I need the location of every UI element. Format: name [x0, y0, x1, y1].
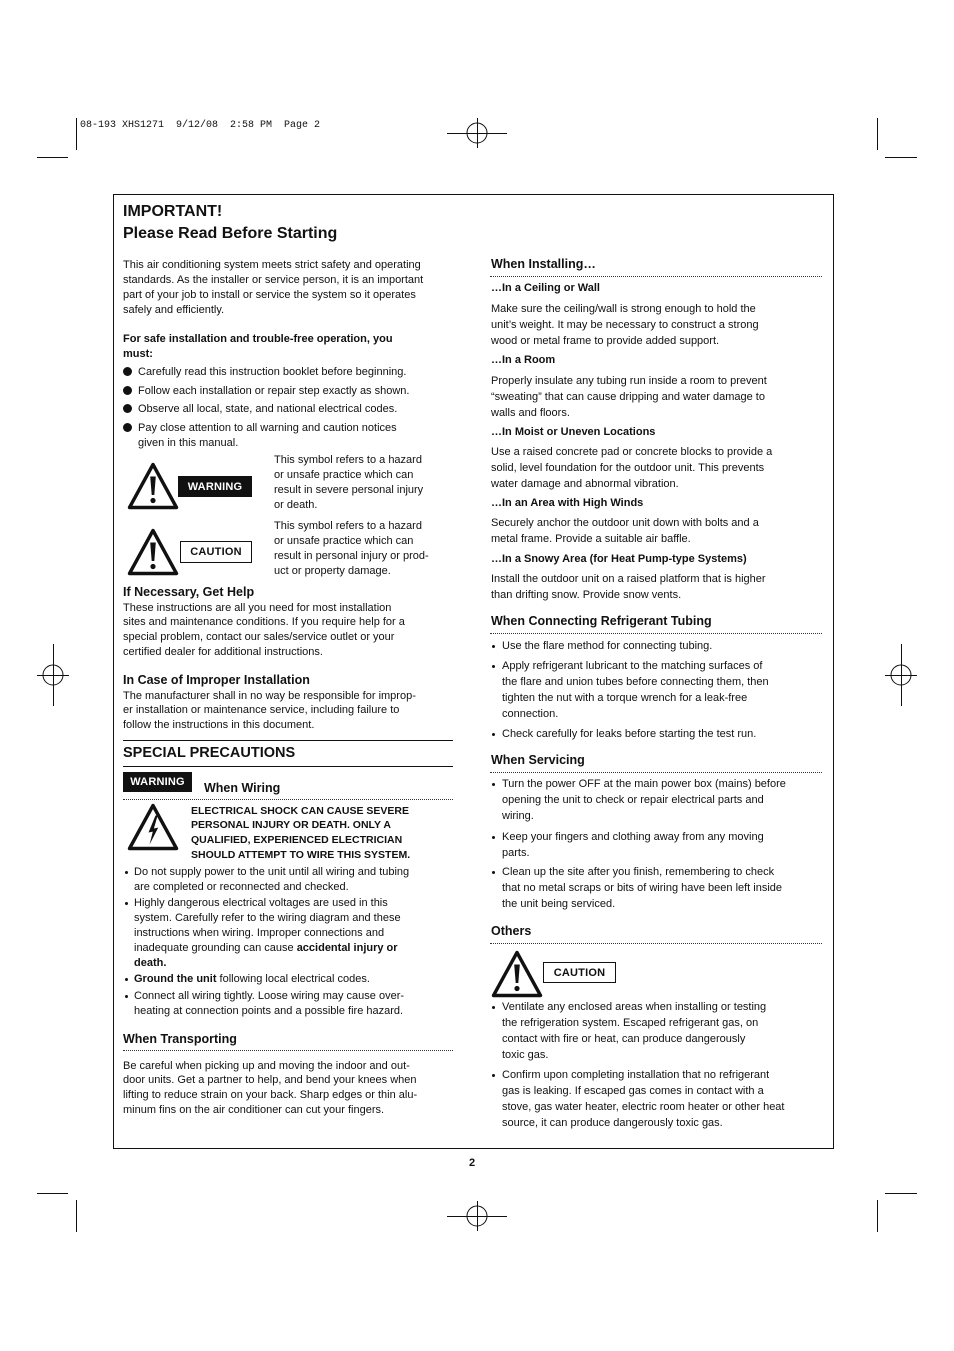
text-line: stove, gas water heater, electric room heater or other heat	[502, 1101, 785, 1113]
tubing-bullet-item	[490, 658, 769, 722]
text-line: solid, level foundation for the outdoor unit. This prevents	[491, 462, 765, 474]
text-line: system. Carefully refer to the wiring diagram and these	[134, 911, 401, 924]
must-bullet-item	[123, 402, 397, 417]
text-line: door units. Get a partner to help, and bend your knees when	[123, 1074, 417, 1087]
wiring-bullet-item	[123, 972, 370, 987]
must-bullet-item	[123, 421, 397, 451]
bullet-dot	[492, 645, 495, 648]
case-paragraph-ceiling-wall	[491, 301, 759, 349]
text-line: Use a raised concrete pad or concrete blocks to provide a	[491, 446, 773, 458]
bullet-dot	[123, 367, 132, 376]
text-emphasis: death.	[134, 957, 167, 970]
text-line: Highly dangerous electrical voltages are used in this	[134, 896, 388, 909]
text-line: the flare and union tubes before connecting them, then	[502, 676, 769, 688]
text-line: or unsafe practice which can	[274, 468, 414, 481]
warning-badge: WARNING	[178, 476, 252, 497]
bullet-dot	[492, 733, 495, 736]
others-caution-badge: CAUTION	[543, 962, 616, 983]
text-line: Keep your fingers and clothing away from any moving	[502, 831, 764, 843]
electrical-shock-alert	[191, 804, 410, 863]
bullet-text	[502, 999, 766, 1063]
text-line: Clean up the site after you finish, remembering to check	[502, 866, 775, 878]
bullet-text	[138, 384, 409, 399]
text-line	[134, 972, 370, 987]
text-line: Carefully read this instruction booklet before beginning.	[138, 365, 407, 378]
title-line-1: IMPORTANT!	[123, 203, 223, 220]
bullet-dot	[123, 386, 132, 395]
text-line: PERSONAL INJURY OR DEATH. ONLY A	[191, 819, 391, 832]
text-line: This air conditioning system meets strict safety and operating	[123, 258, 421, 271]
warning-triangle-icon	[127, 461, 179, 511]
text-line: than drifting snow. Provide snow vents.	[491, 589, 682, 601]
when-wiring-heading: When Wiring	[204, 781, 281, 795]
bullet-dot	[123, 404, 132, 413]
text-line: or death.	[274, 498, 318, 511]
text-line: or unsafe practice which can	[274, 534, 414, 547]
bullet-text	[502, 1067, 784, 1131]
improper-installation-paragraph	[123, 689, 416, 733]
others-bullet-item	[490, 1067, 784, 1131]
servicing-bullet-item	[490, 829, 764, 861]
text-line: Install the outdoor unit on a raised platform that is higher	[491, 573, 766, 585]
bullet-dot	[125, 871, 128, 874]
dotted-rule	[490, 772, 822, 773]
bullet-dot	[125, 902, 128, 905]
caution-badge: CAUTION	[180, 541, 252, 563]
text-line: that no metal scraps or bits of wiring have been left inside	[502, 882, 783, 894]
text-line: sites and maintenance conditions. If you require help for a	[123, 616, 405, 629]
text-emphasis: accidental injury or	[296, 942, 398, 955]
text-line: follow the instructions in this document.	[123, 719, 315, 732]
text-line: gas is leaking. If escaped gas comes in contact with a	[502, 1085, 764, 1097]
case-paragraph-high-winds	[491, 515, 759, 547]
bullet-dot	[492, 871, 495, 874]
bullet-text	[134, 989, 404, 1019]
text-line: Apply refrigerant lubricant to the matching surfaces of	[502, 660, 763, 672]
bullet-dot	[492, 1006, 495, 1009]
text-line: lifting to reduce strain on your back. Sharp edges or thin alu-	[123, 1089, 418, 1102]
text-line: Do not supply power to the unit until all wiring and tubing	[134, 865, 410, 878]
section-rule-bottom	[123, 766, 453, 767]
text-line: heating at connection points and a possible fire hazard.	[134, 1004, 404, 1017]
bullet-dot	[125, 978, 128, 981]
bullet-dot	[123, 423, 132, 432]
text-line: metal frame. Provide a suitable air baffle.	[491, 533, 691, 545]
bullet-text	[502, 829, 764, 861]
text-line: standards. As the installer or service person, it is an important	[123, 273, 424, 286]
tubing-bullet-item	[490, 726, 756, 742]
text-line: connection.	[502, 708, 559, 720]
bullet-text	[138, 402, 397, 417]
text-line: result in severe personal injury	[274, 483, 424, 496]
text-line: Use the flare method for connecting tubing.	[502, 640, 713, 652]
bullet-text	[138, 365, 406, 380]
improper-installation-heading: In Case of Improper Installation	[123, 673, 310, 687]
text-line: result in personal injury or prod-	[274, 549, 429, 562]
tubing-bullet-item	[490, 638, 712, 654]
text-line: tighten the nut with a torque wrench for a leak-free	[502, 692, 748, 704]
bullet-text	[502, 864, 782, 912]
text-line: ELECTRICAL SHOCK CAN CAUSE SEVERE	[191, 804, 409, 817]
bullet-text	[134, 896, 401, 972]
help-paragraph	[123, 601, 405, 660]
must-notice	[123, 332, 393, 362]
others-bullet-item	[490, 999, 766, 1063]
section-rule-top	[123, 740, 453, 741]
text-line: given in this manual.	[138, 436, 239, 449]
text-line: unit’s weight. It may be necessary to construct a strong	[491, 319, 759, 331]
dotted-rule	[123, 1050, 453, 1051]
case-heading-ceiling-wall: …In a Ceiling or Wall	[491, 282, 600, 294]
text-line: part of your job to install or service the system so it operates	[123, 288, 416, 301]
when-servicing-heading: When Servicing	[491, 753, 585, 767]
bullet-text	[134, 972, 370, 987]
text-line: er installation or maintenance service, including failure to	[123, 704, 400, 717]
text-line: The manufacturer shall in no way be responsible for improp-	[123, 689, 416, 702]
title-line-2: Please Read Before Starting	[123, 225, 338, 242]
case-paragraph-snowy-area	[491, 571, 766, 603]
dotted-rule	[490, 943, 822, 944]
bullet-text	[502, 638, 712, 654]
servicing-bullet-item	[490, 864, 782, 912]
refrigerant-tubing-heading: When Connecting Refrigerant Tubing	[491, 614, 712, 628]
case-paragraph-room	[491, 373, 767, 421]
bullet-text	[134, 865, 409, 895]
bullet-dot	[492, 836, 495, 839]
electric-shock-icon	[127, 802, 179, 852]
bullet-dot	[492, 665, 495, 668]
dotted-rule	[123, 799, 453, 800]
text-line: minum fins on the air conditioner can cut your fingers.	[123, 1103, 385, 1116]
text-line: Observe all local, state, and national electrical codes.	[138, 402, 398, 415]
text-line: Turn the power OFF at the main power box (mains) before	[502, 778, 786, 790]
case-heading-room: …In a Room	[491, 354, 556, 366]
text-line: Connect all wiring tightly. Loose wiring may cause over-	[134, 989, 405, 1002]
page-number: 2	[469, 1157, 476, 1169]
text-line: instructions when wiring. Improper connections and	[134, 926, 385, 939]
text-line: Make sure the ceiling/wall is strong enough to hold the	[491, 303, 756, 315]
text-line: the refrigeration system. Escaped refrigerant gas, on	[502, 1017, 759, 1029]
wiring-warning-badge: WARNING	[123, 772, 192, 792]
text-line: parts.	[502, 847, 530, 859]
help-heading: If Necessary, Get Help	[123, 585, 255, 599]
text-line: This symbol refers to a hazard	[274, 519, 422, 532]
text-line: These instructions are all you need for most installation	[123, 601, 392, 614]
text-line	[134, 941, 401, 956]
case-heading-high-winds: …In an Area with High Winds	[491, 497, 644, 509]
dotted-rule	[490, 276, 822, 277]
case-heading-snowy-area: …In a Snowy Area (for Heat Pump-type Systems)	[491, 553, 747, 565]
text-line: Follow each installation or repair step exactly as shown.	[138, 384, 410, 397]
text-line: toxic gas.	[502, 1049, 549, 1061]
text-line: are completed or reconnected and checked.	[134, 880, 349, 893]
bullet-dot	[125, 995, 128, 998]
bullet-text	[502, 726, 756, 742]
text-plain: inadequate grounding can cause	[134, 942, 297, 955]
bullet-dot	[492, 1074, 495, 1077]
wiring-bullet-item	[123, 865, 409, 895]
text-line: walls and floors.	[491, 407, 570, 419]
page-title	[123, 201, 337, 245]
text-line: wiring.	[502, 810, 534, 822]
text-line: “sweating” that can cause dripping and water damage to	[491, 391, 765, 403]
text-line: uct or property damage.	[274, 564, 391, 577]
others-heading: Others	[491, 924, 532, 938]
caution-triangle-icon	[127, 527, 179, 577]
text-line: Be careful when picking up and moving the indoor and out-	[123, 1059, 410, 1072]
caution-symbol-description	[274, 519, 429, 579]
must-bullet-item	[123, 384, 409, 399]
case-heading-moist-uneven: …In Moist or Uneven Locations	[491, 426, 656, 438]
transporting-paragraph	[123, 1059, 417, 1118]
text-line: safely and efficiently.	[123, 303, 225, 316]
text-line: Confirm upon completing installation that no refrigerant	[502, 1069, 770, 1081]
intro-paragraph	[123, 258, 423, 318]
text-line: source, it can produce dangerously toxic gas.	[502, 1117, 723, 1129]
text-line: Properly insulate any tubing run inside a room to prevent	[491, 375, 767, 387]
text-line: Securely anchor the outdoor unit down with bolts and a	[491, 517, 759, 529]
text-line: Pay close attention to all warning and caution notices	[138, 421, 397, 434]
text-line	[134, 956, 401, 971]
special-precautions-heading: SPECIAL PRECAUTIONS	[123, 745, 296, 761]
text-line: must:	[123, 347, 153, 360]
text-line: contact with fire or heat, can produce dangerously	[502, 1033, 746, 1045]
text-emphasis: Ground the unit	[134, 972, 217, 985]
text-line: special problem, contact our sales/service outlet or your	[123, 630, 395, 643]
when-transporting-heading: When Transporting	[123, 1032, 237, 1046]
text-line: SHOULD ATTEMPT TO WIRE THIS SYSTEM.	[191, 848, 411, 861]
bullet-text	[138, 421, 397, 451]
text-line: Check carefully for leaks before starting the test run.	[502, 728, 757, 740]
wiring-bullet-item	[123, 989, 404, 1019]
case-paragraph-moist-uneven	[491, 444, 772, 492]
printer-slug-line: 08-193 XHS1271 9/12/08 2:58 PM Page 2	[80, 120, 321, 131]
text-line: opening the unit to check or repair electrical parts and	[502, 794, 764, 806]
text-line: This symbol refers to a hazard	[274, 453, 422, 466]
text-line: Ventilate any enclosed areas when installing or testing	[502, 1001, 767, 1013]
text-line: the unit being serviced.	[502, 898, 616, 910]
bullet-dot	[492, 783, 495, 786]
text-line: wood or metal frame to provide added support.	[491, 335, 720, 347]
warning-symbol-description	[274, 453, 423, 513]
text-line: For safe installation and trouble-free operation, you	[123, 332, 393, 345]
text-plain: following local electrical codes.	[216, 972, 370, 985]
dotted-rule	[490, 633, 822, 634]
text-line: certified dealer for additional instructions.	[123, 645, 323, 658]
caution-triangle-icon	[491, 949, 543, 999]
wiring-bullet-item	[123, 896, 401, 972]
must-bullet-item	[123, 365, 406, 380]
bullet-text	[502, 658, 769, 722]
bullet-text	[502, 776, 786, 824]
when-installing-heading: When Installing…	[491, 257, 596, 271]
servicing-bullet-item	[490, 776, 786, 824]
text-line: QUALIFIED, EXPERIENCED ELECTRICIAN	[191, 833, 403, 846]
text-line: water damage and abnormal vibration.	[491, 478, 679, 490]
